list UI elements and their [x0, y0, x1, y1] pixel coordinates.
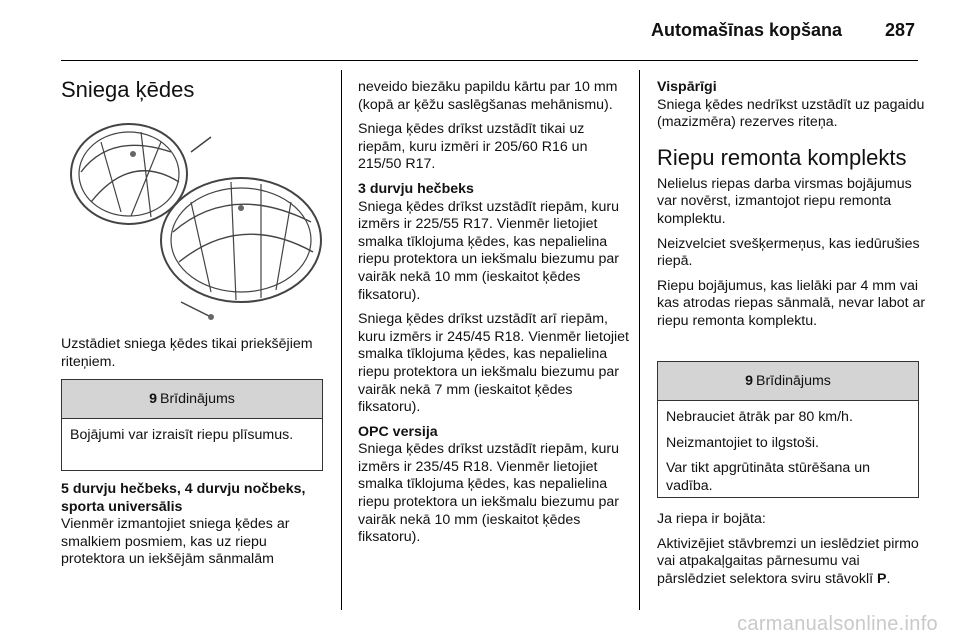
- paragraph-handbrake: Aktivizējiet stāvbremzi un ieslēdziet pirmo vai atpakaļgaitas pārnesumu vai pārslēdziet selektora sviru stāvoklī P.: [657, 535, 919, 587]
- paragraph-damage-size: Riepu bojājumus, kas lielāki par 4 mm vai kas atrodas riepas sānmalā, nevar labot ar riepu remonta komplektu.: [657, 277, 926, 329]
- paragraph-245-45: Sniega ķēdes drīkst uzstādīt arī riepām, kuru izmērs ir 245/45 R18. Vienmēr lietojiet smalka tīklojuma ķēdes, kas nepalielina riepu protektora un iekšmalu biezumu par vairāk nekā 7 mm (ieskaitot ķēdes fiksatoru).: [358, 311, 629, 416]
- subheading-3-door: 3 durvju hečbeks: [358, 180, 474, 197]
- page-header-title: Automašīnas kopšana: [651, 20, 843, 40]
- watermark: carmanualsonline.info: [737, 613, 938, 635]
- warning-title: Brīdinājums: [159, 391, 235, 407]
- paragraph-foreign-objects: Neizvelciet svešķermeņus, kas iedūrušies riepā.: [657, 235, 920, 270]
- page-number: 287: [885, 20, 916, 40]
- paragraph-opc: Sniega ķēdes drīkst uzstādīt riepām, kuru izmērs ir 235/45 R18. Vienmēr lietojiet smalka tīklojuma ķēdes, kas nepalielina riepu protektora un iekšmalu biezumu par vairāk nekā 10 mm (ieskaitot ķēdes fiksatoru).: [358, 441, 620, 546]
- warning-triangle-icon: 9: [745, 373, 753, 389]
- subheading-opc: OPC versija: [358, 423, 438, 440]
- column-3-lower: [657, 511, 932, 595]
- warning-item: Nebrauciet ātrāk par 80 km/h.: [666, 409, 853, 425]
- snow-chains-illustration: [61, 112, 323, 324]
- warning-box-2: [657, 361, 919, 498]
- subheading-general: Vispārīgi: [657, 79, 717, 95]
- paragraph-spare-wheel: Sniega ķēdes nedrīkst uzstādīt uz pagaidu (mazizmēra) rezerves riteņa.: [657, 96, 925, 131]
- column-divider-2: [639, 70, 640, 610]
- subheading-body-types: 5 durvju hečbeks, 4 durvju nočbeks, sporta universālis: [61, 481, 306, 515]
- column-3: [657, 79, 927, 338]
- warning-item: Neizmantojiet to ilgstoši.: [666, 434, 819, 451]
- warning-item: Var tikt apgrūtināta stūrēšana un vadība.: [666, 460, 870, 494]
- warning-box-1: [61, 379, 323, 471]
- header-rule: [61, 60, 918, 61]
- warning-header: [62, 380, 322, 419]
- warning-header: [658, 362, 918, 401]
- warning-text: Bojājumi var izraisīt riepu plīsumus.: [70, 427, 294, 443]
- column-divider-1: [341, 70, 342, 610]
- section-title-repair-kit: Riepu remonta komplekts: [657, 144, 907, 170]
- warning-triangle-icon: 9: [149, 391, 157, 407]
- warning-title: Brīdinājums: [755, 373, 831, 389]
- intro-text: Uzstādiet sniega ķēdes tikai priekšējiem riteņiem.: [61, 336, 313, 370]
- paragraph-3-door: Sniega ķēdes drīkst uzstādīt riepām, kuru izmērs ir 225/55 R17. Vienmēr lietojiet smalka tīklojuma ķēdes, kas nepalielina riepu protektora un iekšmalu biezumu par vairāk nekā 10 mm (ieskaitot ķēdes fiksatoru).: [358, 198, 620, 303]
- paragraph-repair-kit: Nelielus riepas darba virsmas bojājumus var novērst, izmantojot riepu remonta komplektu.: [657, 175, 912, 227]
- column-1-lower: [61, 481, 333, 576]
- warning-body: [62, 419, 322, 445]
- chain-paragraph: Vienmēr izmantojiet sniega ķēdes ar smalkiem posmiem, kas uz riepu protektora un iekšējām sānmalām: [61, 516, 290, 568]
- gear-p-label: P: [877, 570, 887, 587]
- column-1: [61, 336, 331, 378]
- continued-paragraph: neveido biezāku papildu kārtu par 10 mm (kopā ar ķēžu saslēgšanas mehānismu).: [358, 79, 618, 113]
- warning-body: [658, 401, 918, 495]
- column-2: [358, 79, 633, 554]
- paragraph-tyre-sizes: Sniega ķēdes drīkst uzstādīt tikai uz riepām, kuru izmēri ir 205/60 R16 un 215/50 R17.: [358, 121, 588, 173]
- paragraph-if-damaged: Ja riepa ir bojāta:: [657, 511, 766, 527]
- section-title-snow-chains: Sniega ķēdes: [61, 77, 195, 102]
